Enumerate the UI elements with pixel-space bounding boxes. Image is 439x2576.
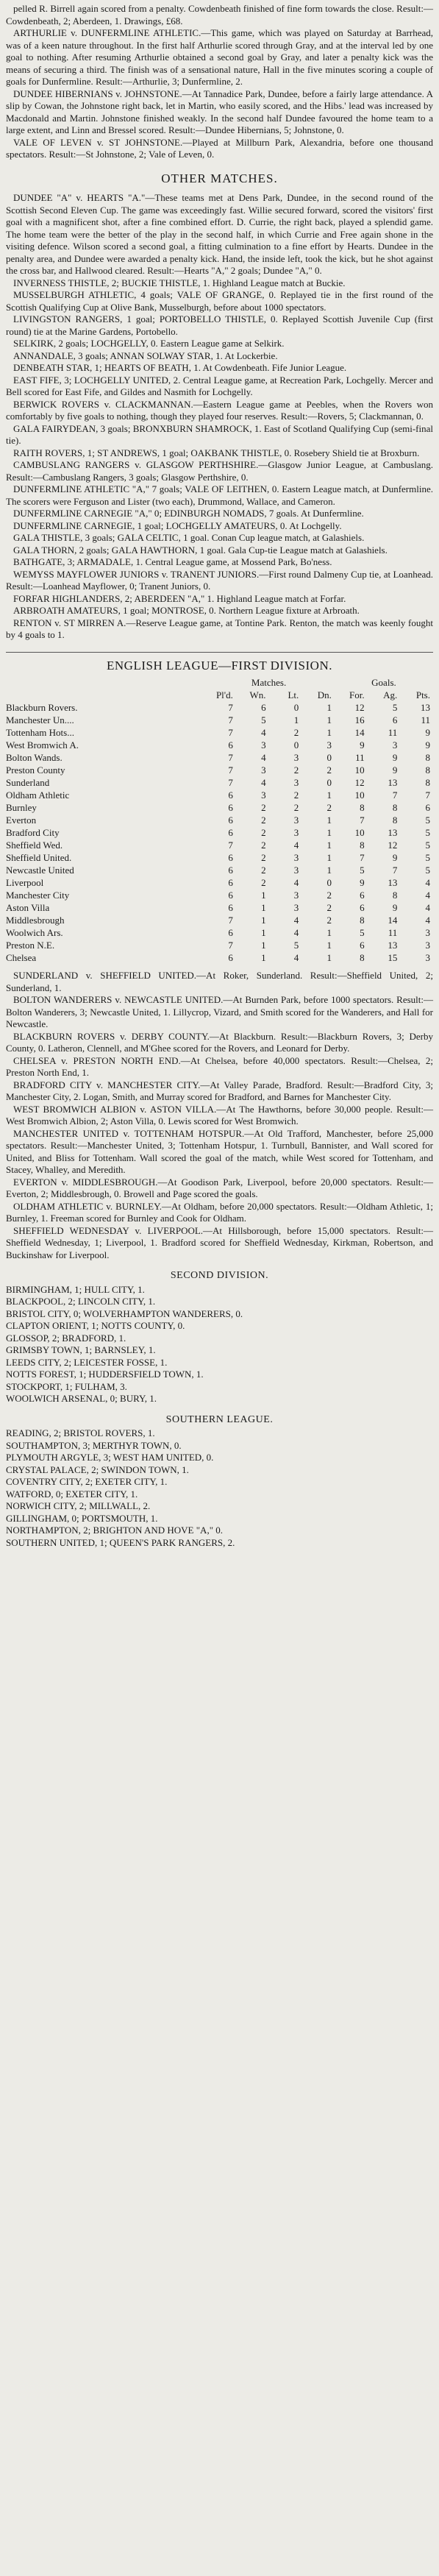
stat-cell: 7: [228, 752, 233, 763]
stat-cell: 9: [392, 852, 398, 863]
team-name: Tottenham Hots...: [6, 727, 74, 738]
result-line: NOTTS FOREST, 1; HUDDERSFIELD TOWN, 1.: [6, 1369, 204, 1380]
result-line: NORWICH CITY, 2; MILLWALL, 2.: [6, 1500, 151, 1511]
stat-cell: 6: [228, 952, 233, 963]
stat-cell: 6: [228, 827, 233, 838]
stat-cell: 6: [228, 790, 233, 801]
stat-cell: 0: [293, 702, 299, 713]
result-line: COVENTRY CITY, 2; EXETER CITY, 1.: [6, 1476, 168, 1487]
stat-cell: 16: [354, 714, 365, 725]
table-row: [6, 901, 433, 914]
stat-cell: 3: [261, 739, 266, 751]
stat-cell: 4: [425, 877, 430, 888]
match-report: BATHGATE, 3; ARMADALE, 1. Central League game, at Mossend Park, Bo'ness.: [13, 556, 332, 567]
league-table-body: [6, 701, 433, 964]
team-name: Everton: [6, 815, 37, 826]
stat-cell: 7: [360, 815, 365, 826]
league-table: [6, 676, 433, 964]
stat-cell: 6: [228, 815, 233, 826]
stat-cell: 4: [425, 902, 430, 913]
column-header: [6, 689, 203, 701]
table-row: [6, 739, 433, 751]
match-report: EAST FIFE, 3; LOCHGELLY UNITED, 2. Central League game, at Recreation Park, Lochgelly. Mercer and Bell scored for East Fife, and Gildes and Nasmith for Lochgelly.: [6, 374, 433, 397]
table-row: [6, 951, 433, 964]
stat-cell: 1: [261, 915, 266, 926]
stat-cell: 9: [360, 739, 365, 751]
table-row: [6, 776, 433, 789]
stat-cell: 4: [293, 840, 299, 851]
goals-group-header: Goals.: [371, 677, 396, 688]
stat-cell: 12: [354, 777, 365, 788]
stat-cell: 4: [425, 915, 430, 926]
team-name: Sheffield United.: [6, 852, 72, 863]
stat-cell: 11: [421, 714, 430, 725]
match-report: SELKIRK, 2 goals; LOCHGELLY, 0. Eastern League game at Selkirk.: [13, 338, 285, 349]
stat-cell: 13: [388, 877, 398, 888]
table-row: [6, 826, 433, 839]
team-name: Bradford City: [6, 827, 60, 838]
stat-cell: 8: [392, 815, 398, 826]
english-match-reports: [6, 970, 433, 1261]
stat-cell: 4: [261, 727, 266, 738]
match-report: ARTHURLIE v. DUNFERMLINE ATHLETIC.—This game, which was played on Saturday at Barrhead, was of a keen nature throughout. In the first half Arthurlie scored through Gray, and at the interval led by one goal to nothing. After resuming Arthurlie obtained a second goal by Gray, and later a penalty kick was the means of securing a third. The finish was of a sensational nature, Hall in the five minutes scoring a couple of goals for Dunfermline. Result:—Arthurlie, 3; Dunfermline, 2.: [6, 27, 433, 87]
result-line: WATFORD, 0; EXETER CITY, 1.: [6, 1488, 138, 1500]
stat-cell: 8: [425, 752, 430, 763]
match-report: CAMBUSLANG RANGERS v. GLASGOW PERTHSHIRE.—Glasgow Junior League, at Cambuslang. Result:—Cambuslang Rangers, 3 goals; Glasgow Perthshire, 0.: [6, 459, 433, 483]
match-report: SHEFFIELD WEDNESDAY v. LIVERPOOL.—At Hillsborough, before 15,000 spectators. Result:—Sheffield Wednesday, 1; Liverpool, 1. Bradford scored for Sheffield Wednesday, Kirkman, Robertson, and Buckinshaw for Liverpool.: [6, 1224, 433, 1260]
match-report: DUNFERMLINE CARNEGIE "A," 0; EDINBURGH NOMADS, 7 goals. At Dunfermline.: [13, 508, 364, 519]
team-name: Aston Villa: [6, 902, 50, 913]
match-report: INVERNESS THISTLE, 2; BUCKIE THISTLE, 1. Highland League match at Buckie.: [13, 277, 346, 288]
team-name: West Bromwich A.: [6, 739, 79, 751]
column-header: For.: [349, 689, 365, 700]
stat-cell: 5: [425, 865, 430, 876]
stat-cell: 7: [228, 915, 233, 926]
team-name: Preston County: [6, 764, 65, 776]
stat-cell: 1: [326, 840, 332, 851]
stat-cell: 8: [360, 915, 365, 926]
stat-cell: 7: [228, 840, 233, 851]
stat-cell: 7: [228, 940, 233, 951]
stat-cell: 3: [293, 890, 299, 901]
stat-cell: 1: [326, 852, 332, 863]
stat-cell: 4: [293, 877, 299, 888]
stat-cell: 5: [425, 815, 430, 826]
match-report: WEMYSS MAYFLOWER JUNIORS v. TRANENT JUNIORS.—First round Dalmeny Cup tie, at Loanhead. Result:—Loanhead Mayflower, 0; Tranent Juniors, 0.: [6, 568, 433, 592]
stat-cell: 2: [293, 764, 299, 776]
match-report: ARBROATH AMATEURS, 1 goal; MONTROSE, 0. Northern League fixture at Arbroath.: [13, 605, 360, 616]
stat-cell: 2: [261, 840, 266, 851]
stat-cell: 6: [360, 890, 365, 901]
match-report: BOLTON WANDERERS v. NEWCASTLE UNITED.—At Burnden Park, before 1000 spectators. Result:—Bolton Wanderers, 3; Newcastle United, 1. Lillycrop, Vizard, and Smith scored for the Wanderers, and Hall for Newcastle.: [6, 994, 433, 1029]
stat-cell: 7: [228, 764, 233, 776]
stat-cell: 0: [326, 877, 332, 888]
stat-cell: 3: [293, 777, 299, 788]
stat-cell: 3: [293, 865, 299, 876]
table-row: [6, 851, 433, 864]
stat-cell: 3: [326, 739, 332, 751]
match-report: MUSSELBURGH ATHLETIC, 4 goals; VALE OF GRANGE, 0. Replayed tie in the first round of the Scottish Qualifying Cup at Olive Bank, Musselburgh, before about 1000 spectators.: [6, 289, 433, 313]
stat-cell: 3: [293, 852, 299, 863]
team-name: Preston N.E.: [6, 940, 55, 951]
stat-cell: 1: [326, 714, 332, 725]
match-report: GALA THISTLE, 3 goals; GALA CELTIC, 1 goal. Conan Cup league match, at Galashiels.: [13, 532, 365, 543]
match-report: EVERTON v. MIDDLESBROUGH.—At Goodison Park, Liverpool, before 20,000 spectators. Result:—Everton, 2; Middlesbrough, 0. Browell and Page scored the goals.: [6, 1176, 433, 1199]
team-name: Bolton Wands.: [6, 752, 63, 763]
stat-cell: 2: [326, 764, 332, 776]
result-line: SOUTHERN UNITED, 1; QUEEN'S PARK RANGERS, 2.: [6, 1536, 235, 1548]
matches-group-header: Matches.: [251, 677, 287, 688]
stat-cell: 6: [228, 739, 233, 751]
team-name: Woolwich Ars.: [6, 927, 63, 938]
result-line: GRIMSBY TOWN, 1; BARNSLEY, 1.: [6, 1344, 156, 1355]
stat-cell: 5: [425, 840, 430, 851]
stat-cell: 12: [388, 840, 398, 851]
team-name: Newcastle United: [6, 865, 74, 876]
stat-cell: 8: [360, 802, 365, 813]
column-header: Pl'd.: [215, 689, 233, 700]
stat-cell: 1: [326, 790, 332, 801]
stat-cell: 6: [228, 902, 233, 913]
stat-cell: 6: [228, 877, 233, 888]
table-row: [6, 764, 433, 776]
stat-cell: 3: [392, 739, 398, 751]
stat-cell: 5: [425, 827, 430, 838]
team-name: Chelsea: [6, 952, 37, 963]
match-report: FORFAR HIGHLANDERS, 2; ABERDEEN "A," 1. Highland League match at Forfar.: [13, 592, 346, 604]
stat-cell: 4: [261, 777, 266, 788]
stat-cell: 1: [261, 952, 266, 963]
team-name: Manchester City: [6, 890, 70, 901]
stat-cell: 0: [293, 739, 299, 751]
stat-cell: 11: [388, 727, 398, 738]
result-line: SOUTHAMPTON, 3; MERTHYR TOWN, 0.: [6, 1439, 182, 1451]
stat-cell: 7: [392, 865, 398, 876]
stat-cell: 5: [392, 702, 398, 713]
stat-cell: 2: [326, 902, 332, 913]
team-name: Blackburn Rovers.: [6, 702, 78, 713]
stat-cell: 8: [425, 764, 430, 776]
stat-cell: 11: [355, 752, 365, 763]
stat-cell: 9: [392, 902, 398, 913]
stat-cell: 2: [261, 815, 266, 826]
stat-cell: 13: [388, 940, 398, 951]
stat-cell: 2: [261, 852, 266, 863]
table-row: [6, 839, 433, 851]
result-line: PLYMOUTH ARGYLE, 3; WEST HAM UNITED, 0.: [6, 1452, 214, 1463]
stat-cell: 6: [425, 802, 430, 813]
match-report: SUNDERLAND v. SHEFFIELD UNITED.—At Roker, Sunderland. Result:—Sheffield United, 2; Sunderland, 1.: [6, 970, 433, 993]
table-row: [6, 939, 433, 951]
match-report: MANCHESTER UNITED v. TOTTENHAM HOTSPUR.—At Old Trafford, Manchester, before 25,000 spectators. Result:—Manchester United, 3; Tottenham Hotspur, 1. Turnbull, Bannister, and Wall scored for United, and Bliss for Tottenham. Wall scored the goal of the match, while West scored for Tottenham, and Stacey, Whalley, and Meredith.: [6, 1127, 433, 1175]
stat-cell: 6: [228, 865, 233, 876]
match-report: WEST BROMWICH ALBION v. ASTON VILLA.—At The Hawthorns, before 30,000 people. Result:—West Bromwich Albion, 2; Aston Villa, 0. Lewis scored for West Bromwich.: [6, 1103, 433, 1126]
match-report: CHELSEA v. PRESTON NORTH END.—At Chelsea, before 40,000 spectators. Result:—Chelsea, 2; Preston North End, 1.: [6, 1054, 433, 1078]
southern-league-results: [6, 1427, 433, 1549]
southern-league-heading: SOUTHERN LEAGUE.: [165, 1413, 274, 1425]
league-column-header-row: [6, 689, 433, 701]
stat-cell: 13: [388, 777, 398, 788]
result-line: GLOSSOP, 2; BRADFORD, 1.: [6, 1332, 126, 1344]
stat-cell: 1: [293, 714, 299, 725]
stat-cell: 7: [425, 790, 430, 801]
stat-cell: 13: [388, 827, 398, 838]
stat-cell: 1: [326, 952, 332, 963]
stat-cell: 14: [354, 727, 365, 738]
stat-cell: 3: [425, 940, 430, 951]
match-report: GALA THORN, 2 goals; GALA HAWTHORN, 1 goal. Gala Cup-tie League match at Galashiels.: [13, 544, 388, 556]
result-line: WOOLWICH ARSENAL, 0; BURY, 1.: [6, 1393, 157, 1404]
match-report: RAITH ROVERS, 1; ST ANDREWS, 1 goal; OAKBANK THISTLE, 0. Rosebery Shield tie at Broxburn.: [13, 447, 420, 458]
stat-cell: 9: [425, 727, 430, 738]
stat-cell: 13: [421, 702, 430, 713]
stat-cell: 3: [293, 815, 299, 826]
table-row: [6, 876, 433, 889]
table-row: [6, 926, 433, 939]
match-report: BERWICK ROVERS v. CLACKMANNAN.—Eastern League game at Peebles, when the Rovers won comfortably by five goals to nothing, though they played four reserves. Result:—Rovers, 5; Clackmannan, 0.: [6, 398, 433, 422]
match-report: DUNFERMLINE ATHLETIC "A," 7 goals; VALE OF LEITHEN, 0. Eastern League match, at Dunfermline. The scorers were Ferguson and Lister (two each), Drummond, Wallace, and Cameron.: [6, 483, 433, 507]
stat-cell: 3: [293, 902, 299, 913]
stat-cell: 9: [360, 877, 365, 888]
stat-cell: 1: [326, 702, 332, 713]
result-line: GILLINGHAM, 0; PORTSMOUTH, 1.: [6, 1512, 158, 1524]
top-reports: [6, 3, 433, 161]
stat-cell: 6: [228, 802, 233, 813]
stat-cell: 1: [261, 902, 266, 913]
team-name: Manchester Un....: [6, 714, 74, 725]
stat-cell: 2: [326, 890, 332, 901]
stat-cell: 5: [360, 927, 365, 938]
team-name: Liverpool: [6, 877, 44, 888]
stat-cell: 0: [326, 777, 332, 788]
stat-cell: 6: [228, 927, 233, 938]
result-line: BIRMINGHAM, 1; HULL CITY, 1.: [6, 1283, 145, 1295]
stat-cell: 10: [354, 764, 365, 776]
match-report: BLACKBURN ROVERS v. DERBY COUNTY.—At Blackburn. Result:—Blackburn Rovers, 3; Derby County, 0. Latheron, Clennell, and M'Ghee scored for the Rovers, and Leonard for Derby.: [6, 1030, 433, 1054]
column-header: Ag.: [383, 689, 398, 700]
stat-cell: 7: [392, 790, 398, 801]
stat-cell: 6: [360, 902, 365, 913]
stat-cell: 9: [425, 739, 430, 751]
stat-cell: 3: [425, 952, 430, 963]
table-row: [6, 751, 433, 764]
match-report: DUNDEE HIBERNIANS v. JOHNSTONE.—At Tannadice Park, Dundee, before a fairly large attendance. A slip by Cowan, the Johnstone right back, let in Martin, who easily scored, and the Hibs.' lead was increased by Macdonald and Martin. Johnstone finished weakly. In the second half Dundee favoured the home team to a large extent, and Linn and Bressel scored. Result:—Dundee Hibernians, 5; Johnstone, 0.: [6, 88, 433, 135]
result-line: BLACKPOOL, 2; LINCOLN CITY, 1.: [6, 1296, 156, 1307]
match-report: VALE OF LEVEN v. ST JOHNSTONE.—Played at Millburn Park, Alexandria, before one thousand spectators. Result:—St Johnstone, 2; Vale of Leven, 0.: [6, 136, 433, 160]
team-name: Burnley: [6, 802, 37, 813]
match-report: RENTON v. ST MIRREN A.—Reserve League game, at Tontine Park. Renton, the match was keenly fought by 4 goals to 1.: [6, 617, 433, 640]
result-line: CRYSTAL PALACE, 2; SWINDON TOWN, 1.: [6, 1463, 189, 1475]
stat-cell: 1: [261, 940, 266, 951]
stat-cell: 7: [228, 777, 233, 788]
match-report: DUNFERMLINE CARNEGIE, 1 goal; LOCHGELLY AMATEURS, 0. At Lochgelly.: [13, 519, 342, 531]
stat-cell: 4: [293, 952, 299, 963]
second-division-results: [6, 1284, 433, 1405]
stat-cell: 3: [293, 827, 299, 838]
stat-cell: 6: [228, 852, 233, 863]
stat-cell: 8: [392, 802, 398, 813]
column-header: Pts.: [415, 689, 430, 700]
stat-cell: 1: [261, 890, 266, 901]
stat-cell: 7: [360, 852, 365, 863]
second-division-heading: SECOND DIVISION.: [170, 1270, 269, 1281]
stat-cell: 4: [425, 890, 430, 901]
stat-cell: 5: [261, 714, 266, 725]
result-line: BRISTOL CITY, 0; WOLVERHAMPTON WANDERERS, 0.: [6, 1307, 243, 1319]
table-row: [6, 889, 433, 901]
stat-cell: 1: [326, 815, 332, 826]
stat-cell: 5: [293, 940, 299, 951]
stat-cell: 1: [326, 865, 332, 876]
stat-cell: 15: [388, 952, 398, 963]
stat-cell: 6: [228, 890, 233, 901]
stat-cell: 2: [261, 877, 266, 888]
column-header: Lt.: [288, 689, 299, 700]
stat-cell: 3: [261, 764, 266, 776]
stat-cell: 4: [261, 752, 266, 763]
team-name: Sunderland: [6, 777, 50, 788]
stat-cell: 14: [388, 915, 398, 926]
table-row: [6, 864, 433, 876]
match-report: GALA FAIRYDEAN, 3 goals; BRONXBURN SHAMROCK, 1. East of Scotland Qualifying Cup (semi-final tie).: [6, 422, 433, 446]
stat-cell: 2: [293, 802, 299, 813]
stat-cell: 1: [326, 927, 332, 938]
stat-cell: 0: [326, 752, 332, 763]
league-group-header-row: [6, 676, 433, 689]
match-report: OLDHAM ATHLETIC v. BURNLEY.—At Oldham, before 20,000 spectators. Result:—Oldham Athletic, 1; Burnley, 1. Freeman scored for Burnley and Cook for Oldham.: [6, 1200, 433, 1224]
stat-cell: 7: [228, 727, 233, 738]
table-row: [6, 801, 433, 814]
stat-cell: 7: [228, 702, 233, 713]
stat-cell: 1: [261, 927, 266, 938]
stat-cell: 10: [354, 790, 365, 801]
stat-cell: 8: [360, 952, 365, 963]
stat-cell: 5: [425, 852, 430, 863]
stat-cell: 6: [360, 940, 365, 951]
table-row: [6, 726, 433, 739]
stat-cell: 2: [293, 727, 299, 738]
result-line: STOCKPORT, 1; FULHAM, 3.: [6, 1380, 127, 1392]
table-row: [6, 701, 433, 714]
stat-cell: 11: [388, 927, 398, 938]
stat-cell: 10: [354, 827, 365, 838]
match-report: LIVINGSTON RANGERS, 1 goal; PORTOBELLO THISTLE, 0. Replayed Scottish Juvenile Cup (first round) tie at the Marine Gardens, Portobello.: [6, 313, 433, 337]
table-row: [6, 814, 433, 826]
stat-cell: 6: [392, 714, 398, 725]
stat-cell: 3: [261, 790, 266, 801]
stat-cell: 2: [261, 802, 266, 813]
stat-cell: 9: [392, 752, 398, 763]
stat-cell: 7: [228, 714, 233, 725]
stat-cell: 8: [425, 777, 430, 788]
stat-cell: 8: [360, 840, 365, 851]
stat-cell: 2: [261, 827, 266, 838]
match-report: pelled R. Birrell again scored from a penalty. Cowdenbeath finished of fine form towards the close. Result:—Cowdenbeath, 2; Aberdeen, 1. Drawings, £68.: [6, 3, 433, 26]
stat-cell: 6: [261, 702, 266, 713]
stat-cell: 5: [360, 865, 365, 876]
stat-cell: 2: [326, 802, 332, 813]
table-row: [6, 914, 433, 926]
result-line: LEEDS CITY, 2; LEICESTER FOSSE, 1.: [6, 1356, 168, 1368]
stat-cell: 8: [392, 890, 398, 901]
stat-cell: 4: [293, 927, 299, 938]
result-line: READING, 2; BRISTOL ROVERS, 1.: [6, 1427, 155, 1438]
other-matches-reports: [6, 192, 433, 642]
stat-cell: 1: [326, 727, 332, 738]
stat-cell: 2: [293, 790, 299, 801]
column-header: Wn.: [249, 689, 266, 700]
other-matches-heading: OTHER MATCHES.: [161, 171, 278, 185]
team-name: Sheffield Wed.: [6, 840, 63, 851]
stat-cell: 12: [354, 702, 365, 713]
match-report: DENBEATH STAR, 1; HEARTS OF BEATH, 1. At Cowdenbeath. Fife Junior League.: [13, 362, 347, 373]
stat-cell: 2: [261, 865, 266, 876]
stat-cell: 2: [326, 915, 332, 926]
section-divider: [6, 652, 433, 653]
stat-cell: 1: [326, 827, 332, 838]
table-row: [6, 789, 433, 801]
stat-cell: 3: [425, 927, 430, 938]
stat-cell: 4: [293, 915, 299, 926]
result-line: NORTHAMPTON, 2; BRIGHTON AND HOVE "A," 0.: [6, 1525, 224, 1536]
match-report: BRADFORD CITY v. MANCHESTER CITY.—At Valley Parade, Bradford. Result:—Bradford City, 3; Manchester City, 2. Logan, Smith, and Murray scored for Bradford, and Barnes for Manchester City.: [6, 1079, 433, 1102]
team-name: Oldham Athletic: [6, 790, 70, 801]
match-report: ANNANDALE, 3 goals; ANNAN SOLWAY STAR, 1. At Lockerbie.: [13, 350, 278, 361]
stat-cell: 1: [326, 940, 332, 951]
table-row: [6, 714, 433, 726]
team-name: Middlesbrough: [6, 915, 65, 926]
stat-cell: 9: [392, 764, 398, 776]
stat-cell: 3: [293, 752, 299, 763]
column-header: Dn.: [317, 689, 332, 700]
first-division-title: ENGLISH LEAGUE—FIRST DIVISION.: [107, 658, 332, 673]
match-report: DUNDEE "A" v. HEARTS "A."—These teams met at Dens Park, Dundee, in the second round of the Scottish Second Eleven Cup. The game was exceedingly fast. Willie secured forward, scored the visitors' first goal with a magnificent shot, after a fine combined effort. D. Currie, the right back, played a splendid game. The home team were the better of the play in the second half, in which Currie and Free again shone in the visiting defence. Wilson scored a second goal, a fitting culmination to a fine effort by Hearts. Dundee in the penalty area, and Dundee were awarded a penalty kick. Hand, the inside left, took the kick, but he shot against the cross bar, and Hallwood cleared. Result:—Hearts "A," 2 goals; Dundee "A," 0.: [6, 192, 433, 276]
result-line: CLAPTON ORIENT, 1; NOTTS COUNTY, 0.: [6, 1320, 185, 1331]
